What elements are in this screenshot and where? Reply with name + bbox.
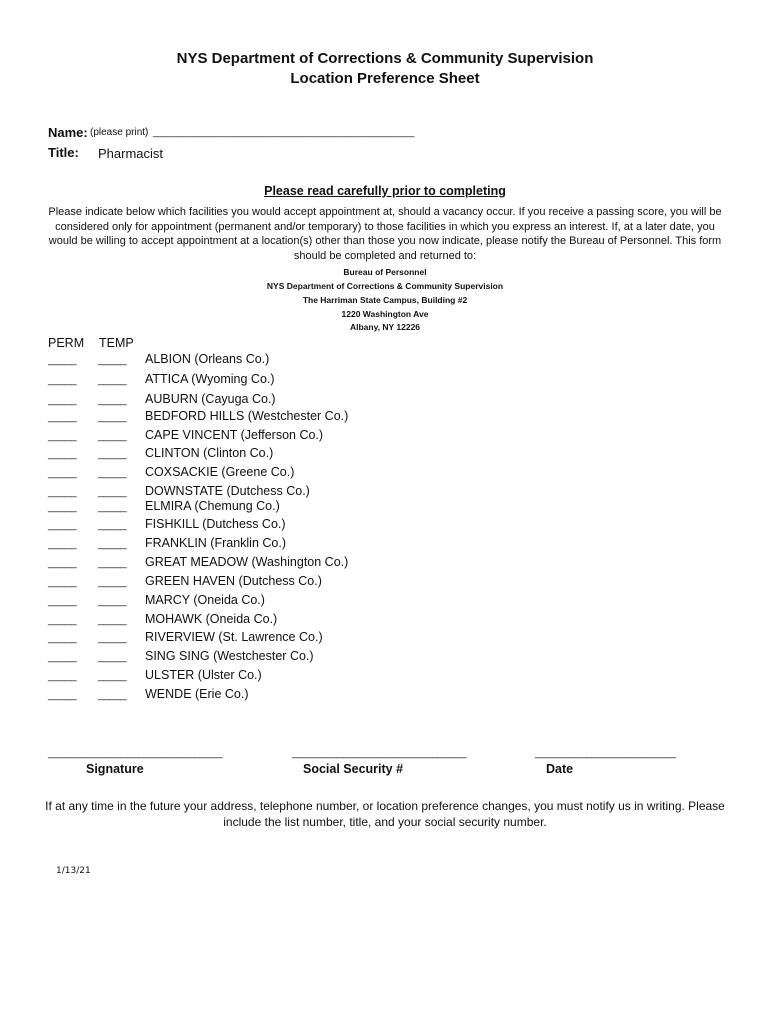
date-label: Date	[546, 762, 574, 776]
temp-blank[interactable]: _____	[98, 467, 127, 479]
temp-blank[interactable]: _____	[98, 430, 127, 442]
facility-name: ELMIRA (Chemung Co.)	[145, 499, 280, 513]
address-line: 1220 Washington Ave	[341, 309, 429, 319]
temp-column-header: TEMP	[99, 336, 134, 350]
perm-blank[interactable]: _____	[48, 467, 77, 479]
ssn-field[interactable]: _______________________________	[292, 747, 467, 759]
facility-name: GREEN HAVEN (Dutchess Co.)	[145, 574, 322, 588]
document-title: NYS Department of Corrections & Community Supervision	[176, 50, 594, 67]
facility-name: SING SING (Westchester Co.)	[145, 649, 314, 663]
address-line: NYS Department of Corrections & Community Supervision	[266, 281, 504, 291]
date-field[interactable]: _________________________	[535, 747, 676, 759]
perm-blank[interactable]: _____	[48, 670, 77, 682]
perm-blank[interactable]: _____	[48, 486, 77, 498]
facility-name: ATTICA (Wyoming Co.)	[145, 372, 275, 386]
perm-blank[interactable]: _____	[48, 651, 77, 663]
perm-blank[interactable]: _____	[48, 632, 77, 644]
facility-name: CLINTON (Clinton Co.)	[145, 446, 274, 460]
facility-name: FISHKILL (Dutchess Co.)	[145, 517, 286, 531]
name-field[interactable]: _______________________________________________	[153, 127, 415, 138]
temp-blank[interactable]: _____	[98, 448, 127, 460]
temp-blank[interactable]: _____	[98, 614, 127, 626]
perm-blank[interactable]: _____	[48, 557, 77, 569]
facility-name: ULSTER (Ulster Co.)	[145, 668, 262, 682]
perm-blank[interactable]: _____	[48, 374, 77, 386]
temp-blank[interactable]: _____	[98, 538, 127, 550]
perm-blank[interactable]: _____	[48, 430, 77, 442]
temp-blank[interactable]: _____	[98, 632, 127, 644]
title-value: Pharmacist	[98, 146, 164, 161]
facility-name: MARCY (Oneida Co.)	[145, 593, 265, 607]
signature-field[interactable]: _______________________________	[48, 747, 223, 759]
facility-name: DOWNSTATE (Dutchess Co.)	[145, 484, 310, 498]
temp-blank[interactable]: _____	[98, 651, 127, 663]
facility-name: AUBURN (Cayuga Co.)	[145, 392, 276, 406]
facility-name: COXSACKIE (Greene Co.)	[145, 465, 295, 479]
perm-blank[interactable]: _____	[48, 354, 77, 366]
perm-blank[interactable]: _____	[48, 689, 77, 701]
footer-note: If at any time in the future your address, telephone number, or location preference changes, you must notify us in writing. Please include the list number, title, and your social security number.	[45, 799, 725, 829]
perm-blank[interactable]: _____	[48, 411, 77, 423]
temp-blank[interactable]: _____	[98, 576, 127, 588]
temp-blank[interactable]: _____	[98, 595, 127, 607]
temp-blank[interactable]: _____	[98, 670, 127, 682]
name-hint: (please print)	[90, 127, 149, 138]
perm-blank[interactable]: _____	[48, 448, 77, 460]
facility-name: BEDFORD HILLS (Westchester Co.)	[145, 409, 349, 423]
facility-name: ALBION (Orleans Co.)	[145, 352, 270, 366]
temp-blank[interactable]: _____	[98, 354, 127, 366]
notice-body: Please indicate below which facilities you would accept appointment at, should a vacancy occur. If you receive a passing score, you will be considered only for appointment (permanent and/or temporary) to those facilities in which you express an interest. If, at a later date, you would be willing to accept appointment at a location(s) other than those you now indicate, please notify the Bureau of Personnel. This form should be completed and returned to:	[48, 206, 722, 262]
perm-blank[interactable]: _____	[48, 519, 77, 531]
perm-blank[interactable]: _____	[48, 538, 77, 550]
perm-blank[interactable]: _____	[48, 394, 77, 406]
address-line: The Harriman State Campus, Building #2	[302, 295, 468, 305]
facility-name: RIVERVIEW (St. Lawrence Co.)	[145, 630, 323, 644]
facility-name: GREAT MEADOW (Washington Co.)	[145, 555, 349, 569]
title-label: Title:	[48, 145, 79, 160]
temp-blank[interactable]: _____	[98, 394, 127, 406]
temp-blank[interactable]: _____	[98, 519, 127, 531]
temp-blank[interactable]: _____	[98, 501, 127, 513]
document-subtitle: Location Preference Sheet	[290, 70, 480, 87]
notice-heading: Please read carefully prior to completing	[264, 184, 506, 198]
facility-name: CAPE VINCENT (Jefferson Co.)	[145, 428, 324, 442]
facility-name: WENDE (Erie Co.)	[145, 687, 249, 701]
perm-column-header: PERM	[48, 336, 85, 350]
address-line: Bureau of Personnel	[343, 267, 427, 277]
perm-blank[interactable]: _____	[48, 576, 77, 588]
facility-name: MOHAWK (Oneida Co.)	[145, 612, 278, 626]
temp-blank[interactable]: _____	[98, 411, 127, 423]
perm-blank[interactable]: _____	[48, 595, 77, 607]
name-label: Name:	[48, 125, 88, 140]
ssn-label: Social Security #	[303, 762, 404, 776]
signature-label: Signature	[86, 762, 144, 776]
address-line: Albany, NY 12226	[349, 322, 421, 332]
temp-blank[interactable]: _____	[98, 374, 127, 386]
temp-blank[interactable]: _____	[98, 486, 127, 498]
temp-blank[interactable]: _____	[98, 557, 127, 569]
facility-name: FRANKLIN (Franklin Co.)	[145, 536, 286, 550]
revision-date: 1/13/21	[56, 866, 91, 876]
perm-blank[interactable]: _____	[48, 614, 77, 626]
perm-blank[interactable]: _____	[48, 501, 77, 513]
temp-blank[interactable]: _____	[98, 689, 127, 701]
